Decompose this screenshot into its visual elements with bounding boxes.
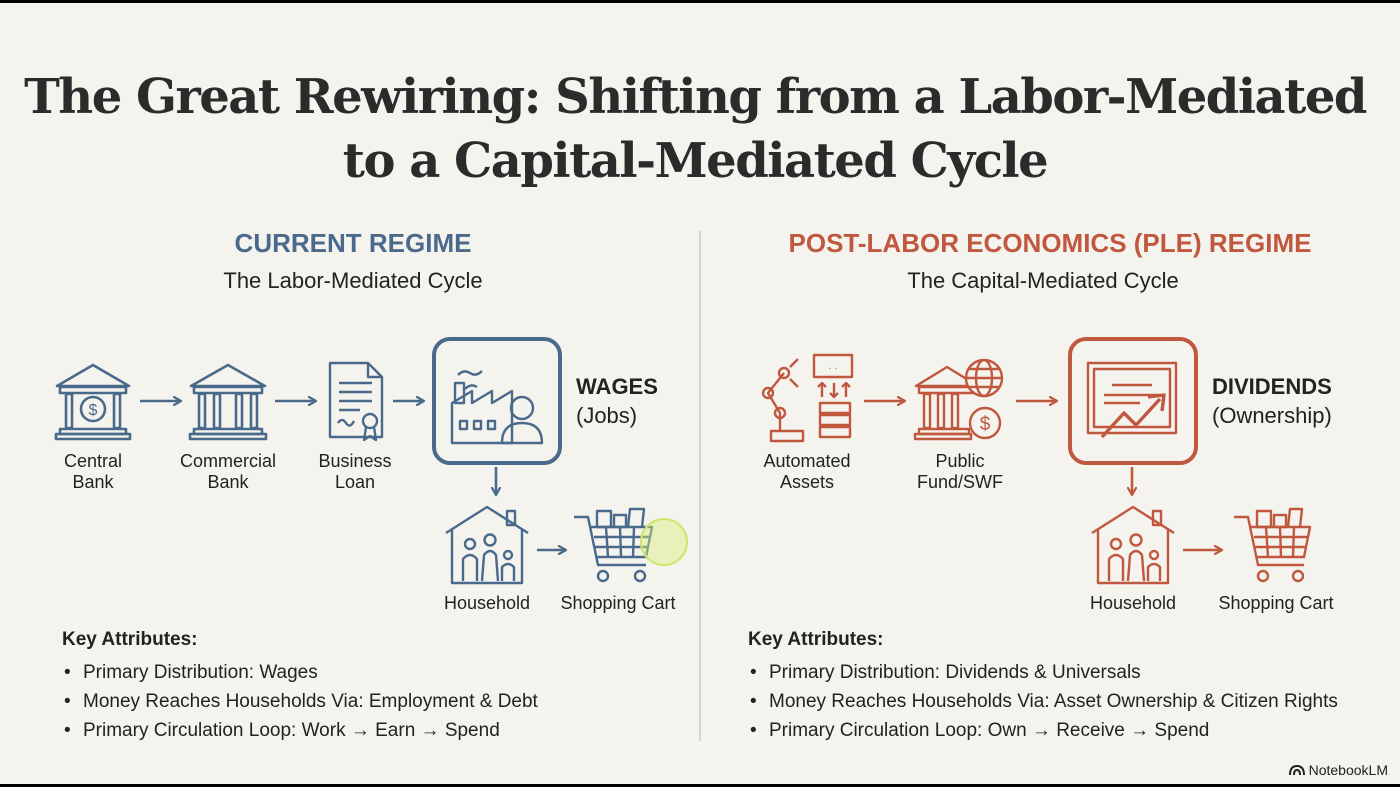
document-icon	[330, 363, 382, 440]
business-loan-label-line1: Business	[318, 451, 392, 471]
house-family-icon	[446, 507, 528, 583]
commercial-bank-icon	[190, 365, 266, 439]
ple-key-attributes	[748, 628, 1338, 745]
cursor-highlight	[640, 518, 688, 566]
wages-title: WAGES	[576, 374, 658, 399]
notebooklm-logo[interactable]	[1289, 762, 1388, 778]
certificate-growth-icon	[1088, 363, 1176, 437]
public-fund-label-line2: Fund/SWF	[916, 472, 1004, 492]
ple-attribute-item: • Money Reaches Households Via: Asset Ownership & Citizen Rights	[748, 687, 1338, 716]
ple-household-label: Household	[1089, 593, 1177, 613]
business-loan-label-line2: Loan	[334, 472, 376, 492]
ple-shopping-cart-icon	[1234, 509, 1310, 581]
ple-house-family-icon	[1092, 507, 1174, 583]
wages-subtitle: (Jobs)	[576, 403, 638, 428]
central-bank-label-line1: Central	[63, 451, 123, 471]
svg-text:· ·: · ·	[828, 363, 838, 374]
current-attributes-heading: Key Attributes:	[62, 629, 198, 650]
current-regime-subtitle: The Labor-Mediated Cycle	[223, 268, 483, 293]
ple-attributes-heading: Key Attributes:	[748, 629, 884, 650]
commercial-bank-label	[163, 451, 293, 493]
household-label: Household	[443, 593, 531, 613]
dividends-label	[1212, 372, 1332, 430]
factory-worker-icon	[452, 371, 542, 443]
title-line-2: to a Capital-Mediated Cycle	[342, 133, 1048, 189]
automated-assets-label	[747, 451, 867, 493]
svg-text:$: $	[979, 414, 991, 435]
central-bank-icon	[56, 365, 130, 439]
ple-attribute-item: • Primary Distribution: Dividends & Universals	[748, 658, 1338, 687]
automated-assets-label-line2: Assets	[779, 472, 835, 492]
central-bank-label-line2: Bank	[72, 472, 114, 492]
ple-shopping-cart-label: Shopping Cart	[1218, 593, 1334, 613]
ple-regime-subtitle: The Capital-Mediated Cycle	[907, 268, 1179, 293]
dividends-subtitle: (Ownership)	[1212, 403, 1332, 428]
ple-attribute-item: • Primary Circulation Loop: Own → Receive → Spend	[748, 716, 1338, 745]
wages-label	[576, 372, 658, 430]
logo-text: NotebookLM	[1308, 762, 1388, 778]
current-regime-heading: CURRENT REGIME	[234, 228, 472, 258]
commercial-bank-label-line2: Bank	[207, 472, 249, 492]
slide	[0, 3, 1400, 784]
dividends-title: DIVIDENDS	[1212, 374, 1332, 399]
svg-text:$: $	[88, 402, 98, 419]
shopping-cart-label: Shopping Cart	[560, 593, 676, 613]
bank-globe-icon	[915, 360, 1002, 439]
business-loan-label	[300, 451, 410, 493]
central-bank-label	[33, 451, 153, 493]
notebooklm-icon	[1289, 764, 1305, 776]
current-attribute-item: • Primary Circulation Loop: Work → Earn → Spend	[62, 716, 538, 745]
current-key-attributes	[62, 628, 538, 745]
public-fund-label	[900, 451, 1020, 493]
robot-arm-icon	[763, 355, 852, 441]
current-attribute-item: • Primary Distribution: Wages	[62, 658, 538, 687]
ple-regime-heading: POST-LABOR ECONOMICS (PLE) REGIME	[788, 228, 1312, 258]
title-line-1: The Great Rewiring: Shifting from a Labor-Mediated	[24, 69, 1366, 125]
commercial-bank-label-line1: Commercial	[179, 451, 276, 471]
current-attribute-item: • Money Reaches Households Via: Employment & Debt	[62, 687, 538, 716]
public-fund-label-line1: Public	[935, 451, 985, 471]
automated-assets-label-line1: Automated	[763, 451, 851, 471]
